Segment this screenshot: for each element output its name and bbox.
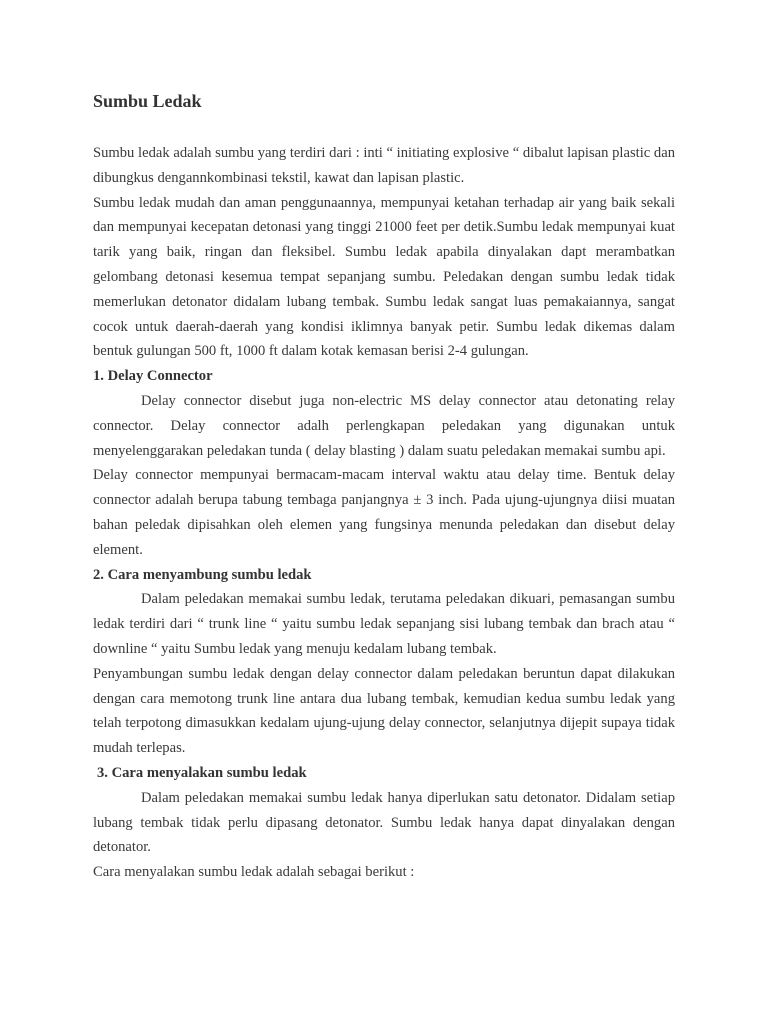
- section-2-paragraph-1: Dalam peledakan memakai sumbu ledak, terutama peledakan dikuari, pemasangan sumbu ledak terdiri dari “ trunk line “ yaitu sumbu ledak sepanjang sisi lubang tembak dan brach atau “ downline “ yaitu Sumbu ledak yang menuju kedalam lubang tembak.: [93, 591, 675, 657]
- section-3-paragraph-1: Dalam peledakan memakai sumbu ledak hanya diperlukan satu detonator. Didalam setiap lubang tembak tidak perlu dipasang detonator. Sumbu ledak hanya dapat dinyalakan dengan detonator.: [93, 789, 675, 856]
- intro-paragraph-2: Sumbu ledak mudah dan aman penggunaannya, mempunyai ketahan terhadap air yang baik sekali dan mempunyai kecepatan detonasi yang tinggi 21000 feet per detik.Sumbu ledak mempunyai kuat tarik yang baik, ringan dan fleksibel. Sumbu ledak apabila dinyalakan dapt merambatkan gelombang detonasi kesemua tempat sepanjang sumbu. Peledakan dengan sumbu ledak tidak memerlukan detonator didalam lubang tembak. Sumbu ledak sangat luas pemakaiannya, sangat cocok untuk daerah-daerah yang kondisi iklimnya banyak petir. Sumbu ledak dikemas dalam bentuk gulungan 500 ft, 1000 ft dalam kotak kemasan berisi 2-4 gulungan.: [93, 194, 675, 360]
- section-3-paragraph-2: Cara menyalakan sumbu ledak adalah sebagai berikut :: [93, 864, 415, 881]
- section-2-paragraph-2: Penyambungan sumbu ledak dengan delay connector dalam peledakan beruntun dapat dilakukan dengan cara memotong trunk line antara dua lubang tembak, kemudian kedua sumbu ledak yang telah terpotong dimasukkan kedalam ujung-ujung delay connector, selanjutnya dijepit supaya tidak mudah terlepas.: [93, 665, 675, 757]
- section-1-paragraph-2: Delay connector mempunyai bermacam-macam interval waktu atau delay time. Bentuk delay connector adalah berupa tabung tembaga panjangnya ± 3 inch. Pada ujung-ujungnya diisi muatan bahan peledak dipisahkan oleh elemen yang fungsinya menunda peledakan dan disebut delay element.: [93, 467, 675, 558]
- section-3-heading: 3. Cara menyalakan sumbu ledak: [97, 764, 307, 781]
- document-page: [93, 88, 675, 885]
- section-1-heading: 1. Delay Connector: [93, 368, 213, 385]
- document-title: Sumbu Ledak: [93, 91, 202, 111]
- section-1-paragraph-1: Delay connector disebut juga non-electric MS delay connector atau detonating relay connector. Delay connector adalh perlengkapan peledakan yang digunakan untuk menyelenggarakan peledakan tunda ( delay blasting ) dalam suatu peledakan memakai sumbu api.: [93, 392, 675, 459]
- intro-paragraph-1: Sumbu ledak adalah sumbu yang terdiri dari : inti “ initiating explosive “ dibalut lapisan plastic dan dibungkus dengannkombinasi tekstil, kawat dan lapisan plastic.: [93, 145, 675, 186]
- section-2-heading: 2. Cara menyambung sumbu ledak: [93, 566, 312, 583]
